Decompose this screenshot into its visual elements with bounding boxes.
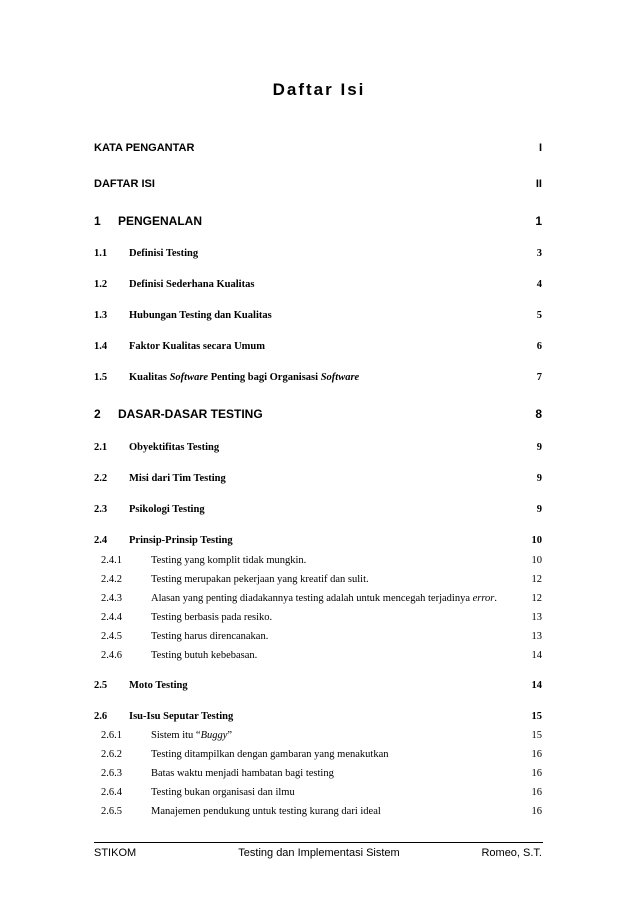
toc-page: 3 [536, 248, 542, 259]
footer-author: Romeo, S.T. [481, 847, 542, 859]
toc-page: 16 [531, 806, 542, 817]
toc-page: 4 [536, 279, 542, 290]
toc-label: Obyektifitas Testing [129, 442, 220, 453]
toc-entry-kata-pengantar[interactable] [94, 142, 542, 160]
toc-entry-2-4[interactable] [94, 535, 542, 553]
toc-entry-1-2[interactable] [94, 279, 542, 297]
toc-number: 2.4.3 [101, 593, 122, 604]
toc-page: 12 [531, 574, 542, 585]
toc-label: DAFTAR ISI [94, 178, 155, 190]
toc-entry-2-3[interactable] [94, 504, 542, 522]
toc-number: 2.4.1 [101, 555, 122, 566]
toc-page: 10 [531, 535, 542, 546]
toc-number: 2.6.3 [101, 768, 122, 779]
toc-label: KATA PENGANTAR [94, 142, 195, 154]
toc-page: 13 [531, 631, 542, 642]
toc-entry-1-4[interactable] [94, 341, 542, 359]
toc-entry-2-4-4[interactable] [94, 612, 542, 630]
toc-label: Kualitas Software Penting bagi Organisasi Software [129, 372, 360, 383]
toc-number: 2.6 [94, 711, 108, 722]
toc-entry-2-4-6[interactable] [94, 650, 542, 668]
toc-number: 2.4.6 [101, 650, 122, 661]
toc-number: 2.3 [94, 504, 108, 515]
toc-page: 5 [536, 310, 542, 321]
toc-number: 2.2 [94, 473, 108, 484]
toc-number: 2.4.5 [101, 631, 122, 642]
toc-number: 2.5 [94, 680, 108, 691]
toc-entry-2-6-5[interactable] [94, 806, 542, 824]
toc-label: Definisi Testing [129, 248, 199, 259]
toc-page: 12 [531, 593, 542, 604]
toc-page: 14 [531, 680, 542, 691]
footer-divider [94, 842, 543, 843]
toc-page: 13 [531, 612, 542, 623]
toc-page: I [538, 142, 542, 154]
toc-label: Isu-Isu Seputar Testing [129, 711, 234, 722]
toc-label: PENGENALAN [118, 214, 203, 228]
toc-label: Misi dari Tim Testing [129, 473, 226, 484]
toc-entry-2-5[interactable] [94, 680, 542, 698]
toc-number: 1.5 [94, 372, 108, 383]
toc-entry-2-2[interactable] [94, 473, 542, 491]
toc-page: 10 [531, 555, 542, 566]
toc-page: 1 [535, 214, 542, 228]
toc-label: Faktor Kualitas secara Umum [129, 341, 266, 352]
toc-entry-1-3[interactable] [94, 310, 542, 328]
toc-page: 15 [531, 730, 542, 741]
toc-page: II [535, 178, 542, 190]
toc-page: 6 [536, 341, 542, 352]
toc-page: 14 [531, 650, 542, 661]
toc-label: Testing butuh kebebasan. [151, 650, 258, 661]
toc-page: 16 [531, 787, 542, 798]
toc-entry-2-6[interactable] [94, 711, 542, 729]
toc-entry-2-6-1[interactable] [94, 730, 542, 748]
toc-entry-daftar-isi[interactable] [94, 178, 542, 196]
toc-number: 1.4 [94, 341, 108, 352]
toc-label: Definisi Sederhana Kualitas [129, 279, 255, 290]
toc-label: Batas waktu menjadi hambatan bagi testing [151, 768, 334, 779]
toc-entry-2-6-4[interactable] [94, 787, 542, 805]
toc-page: 9 [536, 504, 542, 515]
toc-number: 2 [94, 407, 101, 421]
toc-page: 15 [531, 711, 542, 722]
toc-entry-2-6-2[interactable] [94, 749, 542, 767]
toc-number: 2.6.1 [101, 730, 122, 741]
toc-entry-2-4-3[interactable] [94, 593, 542, 611]
toc-label: DASAR-DASAR TESTING [118, 407, 263, 421]
toc-entry-2-4-5[interactable] [94, 631, 542, 649]
page-title: Daftar Isi [272, 80, 366, 99]
toc-label: Prinsip-Prinsip Testing [129, 535, 233, 546]
toc-page: 16 [531, 749, 542, 760]
toc-page: 16 [531, 768, 542, 779]
toc-number: 2.4.2 [101, 574, 122, 585]
footer-institution: STIKOM [94, 847, 137, 859]
toc-page: 7 [536, 372, 542, 383]
toc-number: 2.6.5 [101, 806, 122, 817]
toc-entry-chapter-1[interactable] [94, 214, 542, 232]
toc-entry-2-4-1[interactable] [94, 555, 542, 573]
toc-label: Testing ditampilkan dengan gambaran yang menakutkan [151, 749, 389, 760]
toc-entry-2-1[interactable] [94, 442, 542, 460]
toc-number: 2.6.4 [101, 787, 122, 798]
toc-label: Testing merupakan pekerjaan yang kreatif dan sulit. [151, 574, 369, 585]
toc-number: 2.6.2 [101, 749, 122, 760]
toc-entry-chapter-2[interactable] [94, 407, 542, 425]
toc-number: 1 [94, 214, 101, 228]
toc-number: 2.1 [94, 442, 108, 453]
toc-entry-1-1[interactable] [94, 248, 542, 266]
toc-number: 2.4.4 [101, 612, 122, 623]
toc-entry-1-5[interactable] [94, 372, 542, 390]
toc-label: Manajemen pendukung untuk testing kurang dari ideal [151, 806, 381, 817]
toc-label: Testing berbasis pada resiko. [151, 612, 273, 623]
toc-label: Testing bukan organisasi dan ilmu [151, 787, 295, 798]
footer-course-title: Testing dan Implementasi Sistem [238, 847, 400, 859]
toc-number: 2.4 [94, 535, 108, 546]
toc-entry-2-4-2[interactable] [94, 574, 542, 592]
toc-label: Alasan yang penting diadakannya testing adalah untuk mencegah terjadinya error. [151, 593, 498, 604]
toc-number: 1.3 [94, 310, 108, 321]
toc-label: Sistem itu “Buggy” [151, 730, 233, 741]
toc-label: Moto Testing [129, 680, 188, 691]
toc-label: Testing yang komplit tidak mungkin. [151, 555, 307, 566]
toc-label: Testing harus direncanakan. [151, 631, 269, 642]
toc-label: Hubungan Testing dan Kualitas [129, 310, 272, 321]
toc-entry-2-6-3[interactable] [94, 768, 542, 786]
toc-label: Psikologi Testing [129, 504, 205, 515]
toc-page: 9 [536, 442, 542, 453]
toc-page: 9 [536, 473, 542, 484]
toc-number: 1.1 [94, 248, 108, 259]
toc-page: 8 [535, 407, 542, 421]
toc-number: 1.2 [94, 279, 108, 290]
